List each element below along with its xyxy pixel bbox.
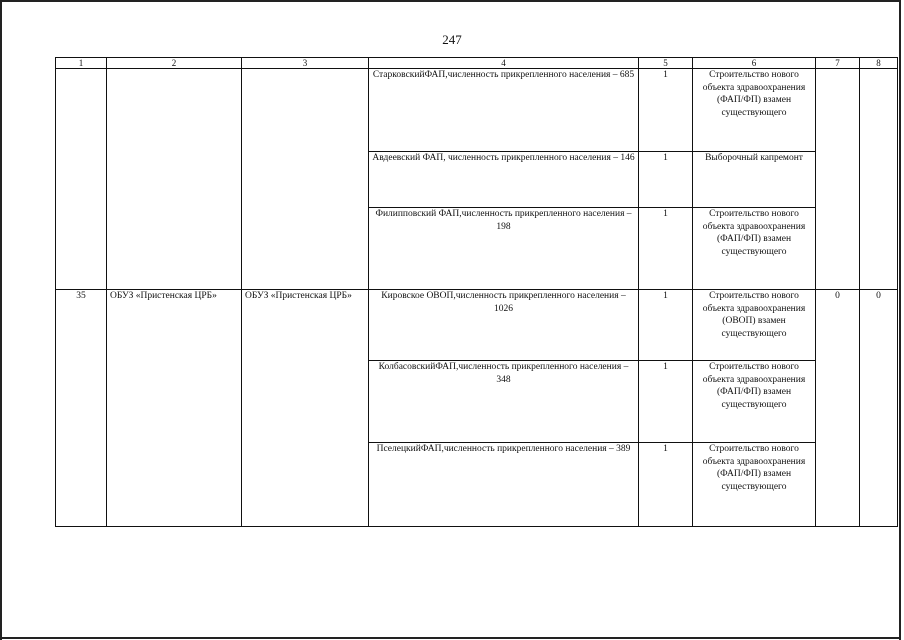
row-number-cell [56, 69, 107, 290]
header-cell: 7 [816, 58, 860, 69]
facility-cell: КолбасовскийФАП,численность прикрепленного населения – 348 [369, 361, 639, 443]
col8-cell [860, 69, 898, 290]
col7-cell: 0 [816, 290, 860, 527]
facility-cell: Авдеевский ФАП, численность прикрепленного населения – 146 [369, 152, 639, 208]
organization-short-cell [242, 69, 369, 290]
count-cell: 1 [639, 208, 693, 290]
facility-cell: СтарковскийФАП,численность прикрепленного населения – 685 [369, 69, 639, 152]
work-type-cell: Строительство нового объекта здравоохранения (ОВОП) взамен существующего [693, 290, 816, 361]
col8-cell: 0 [860, 290, 898, 527]
table-row [56, 290, 898, 361]
organization-short-cell: ОБУЗ «Пристенская ЦРБ» [242, 290, 369, 527]
work-type-cell: Строительство нового объекта здравоохранения (ФАП/ФП) взамен существующего [693, 443, 816, 527]
document-table [55, 57, 898, 527]
table-row [56, 69, 898, 152]
organization-cell [107, 69, 242, 290]
work-type-cell: Строительство нового объекта здравоохранения (ФАП/ФП) взамен существующего [693, 208, 816, 290]
work-type-cell: Строительство нового объекта здравоохранения (ФАП/ФП) взамен существующего [693, 69, 816, 152]
scan-border-left [0, 0, 2, 640]
work-type-cell: Строительство нового объекта здравоохранения (ФАП/ФП) взамен существующего [693, 361, 816, 443]
scan-border-right [899, 0, 901, 640]
count-cell: 1 [639, 69, 693, 152]
facility-cell: ПселецкийФАП,численность прикрепленного населения – 389 [369, 443, 639, 527]
header-row [56, 58, 898, 69]
page-number: 247 [442, 32, 462, 47]
scan-border-top [0, 0, 900, 2]
row-number-cell: 35 [56, 290, 107, 527]
organization-cell: ОБУЗ «Пристенская ЦРБ» [107, 290, 242, 527]
header-cell: 8 [860, 58, 898, 69]
count-cell: 1 [639, 152, 693, 208]
col7-cell [816, 69, 860, 290]
scan-border-bottom [0, 637, 900, 639]
work-type-cell: Выборочный капремонт [693, 152, 816, 208]
header-cell: 5 [639, 58, 693, 69]
facility-cell: Кировское ОВОП,численность прикрепленного населения – 1026 [369, 290, 639, 361]
count-cell: 1 [639, 443, 693, 527]
facility-cell: Филипповский ФАП,численность прикрепленного населения – 198 [369, 208, 639, 290]
count-cell: 1 [639, 290, 693, 361]
header-cell: 6 [693, 58, 816, 69]
header-cell: 1 [56, 58, 107, 69]
header-cell: 2 [107, 58, 242, 69]
header-cell: 4 [369, 58, 639, 69]
header-cell: 3 [242, 58, 369, 69]
count-cell: 1 [639, 361, 693, 443]
